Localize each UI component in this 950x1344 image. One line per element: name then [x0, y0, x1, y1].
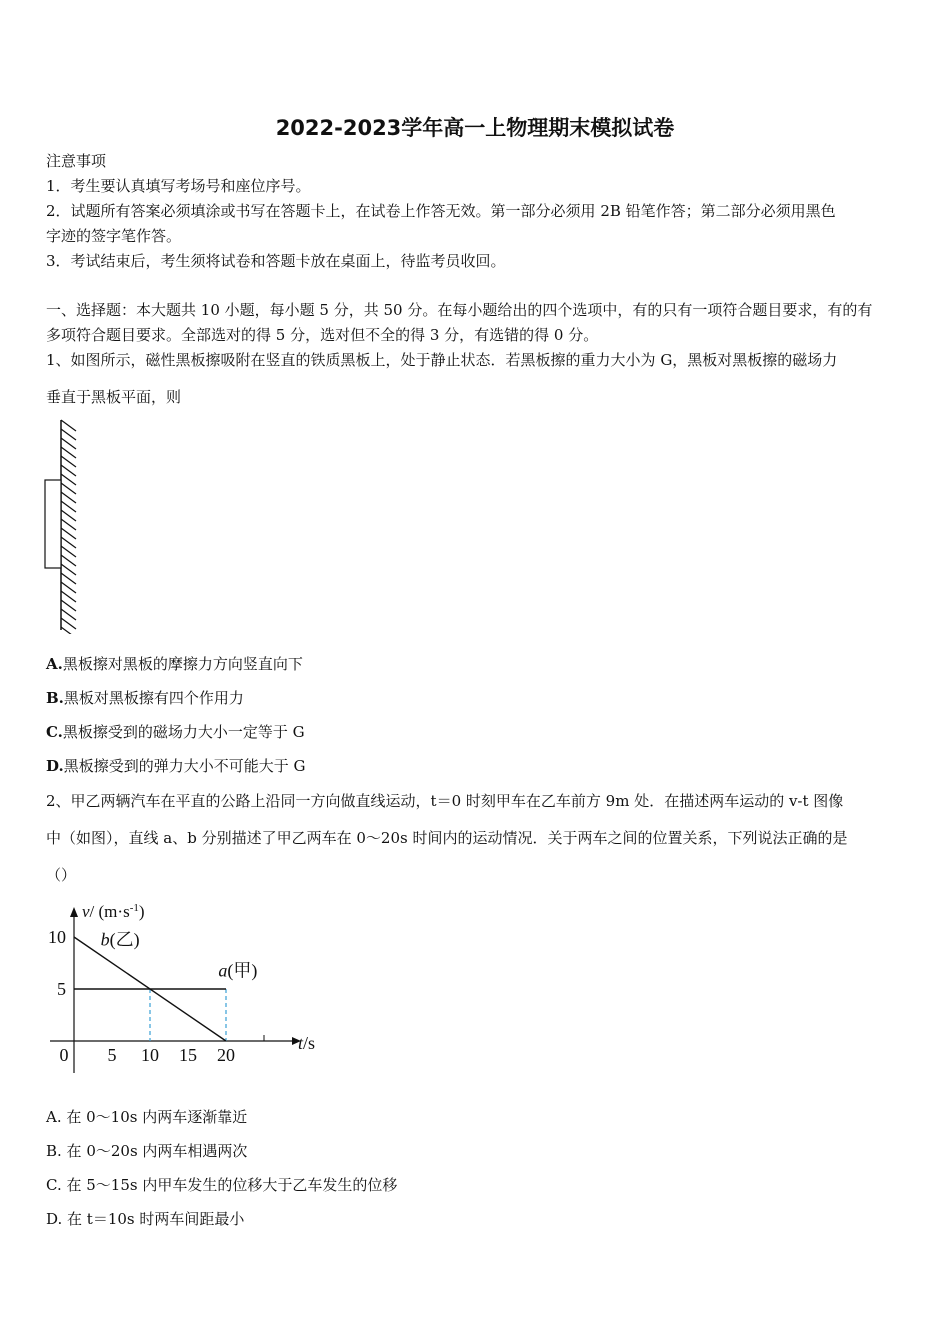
notice-item-3: 3．考试结束后，考生须将试卷和答题卡放在桌面上，待监考员收回。 [46, 252, 506, 270]
wall-hatch-line [61, 600, 76, 611]
wall-hatch-line [61, 483, 76, 494]
q1-stem-2: 垂直于黑板平面，则 [46, 388, 182, 406]
q2-option-d: D. 在 t＝10s 时两车间距最小 [46, 1210, 245, 1228]
wall-hatch-line [61, 420, 76, 431]
q2-option-b: B. 在 0～20s 内两车相遇两次 [46, 1142, 248, 1160]
wall-hatch-line [61, 582, 76, 593]
notice-item-2: 2．试题所有答案必须填涂或书写在答题卡上，在试卷上作答无效。第一部分必须用 2B 铅笔作答；第二部分必须用黑色 [46, 202, 836, 220]
wall-hatch-line [61, 519, 76, 530]
wall-hatch-line [61, 618, 76, 629]
series-label-a: a(甲) [218, 960, 258, 981]
x-tick-label: 0 [59, 1045, 69, 1065]
y-tick-label: 10 [48, 927, 66, 947]
wall-hatch-line [61, 528, 76, 539]
notice-item-2-cont: 字迹的签字笔作答。 [46, 227, 182, 245]
wall-hatch-line [61, 510, 76, 521]
y-axis-arrow [70, 907, 78, 917]
wall-hatch-line [61, 447, 76, 458]
x-tick-label: 10 [141, 1045, 159, 1065]
page-title: 2022-2023学年高一上物理期末模拟试卷 [275, 116, 675, 140]
wall-hatch-line [61, 546, 76, 557]
wall-hatch-line [61, 537, 76, 548]
eraser-shape [45, 480, 61, 568]
x-tick-label: 5 [107, 1045, 117, 1065]
x-tick-label: 15 [179, 1045, 197, 1065]
y-axis-label: v/ $(m\cdot s^{-1})$ [82, 902, 145, 921]
wall-hatch-line [61, 591, 76, 602]
wall-hatch-line [61, 501, 76, 512]
section-intro-2: 多项符合题目要求。全部选对的得 5 分，选对但不全的得 3 分，有选错的得 0 分。 [46, 326, 599, 344]
q1-figure [40, 416, 90, 634]
wall-hatch-line [61, 564, 76, 575]
q1-option-b: B.黑板对黑板擦有四个作用力 [46, 689, 244, 707]
q2-stem-2: 中（如图），直线 a、b 分别描述了甲乙两车在 0～20s 时间内的运动情况．关于两车之间的位置关系，下列说法正确的是 [46, 829, 848, 847]
wall-hatch-line [61, 429, 76, 440]
wall-hatch-line [61, 474, 76, 485]
section-intro-1: 一、选择题：本大题共 10 小题，每小题 5 分，共 50 分。在每小题给出的四个选项中，有的只有一项符合题目要求，有的有 [46, 301, 873, 319]
q2-stem-1: 2、甲乙两辆汽车在平直的公路上沿同一方向做直线运动，t＝0 时刻甲车在乙车前方 9m 处．在描述两车运动的 v-t 图像 [46, 792, 844, 810]
q1-option-d: D.黑板擦受到的弹力大小不可能大于 G [46, 757, 306, 775]
notice-item-1: 1．考生要认真填写考场号和座位序号。 [46, 177, 311, 195]
vt-chart [40, 895, 330, 1080]
q2-option-c: C. 在 5～15s 内甲车发生的位移大于乙车发生的位移 [46, 1176, 398, 1194]
wall-hatch-line [61, 456, 76, 467]
q1-option-c: C.黑板擦受到的磁场力大小一定等于 G [46, 723, 305, 741]
wall-hatch-line [61, 555, 76, 566]
q2-stem-3: （） [46, 866, 77, 884]
wall-hatch-line [61, 492, 76, 503]
x-tick-label: 20 [217, 1045, 235, 1065]
q2-option-a: A. 在 0～10s 内两车逐渐靠近 [46, 1108, 248, 1126]
wall-hatch-line [61, 609, 76, 620]
wall-hatch-line [61, 438, 76, 449]
q1-stem-1: 1、如图所示，磁性黑板擦吸附在竖直的铁质黑板上，处于静止状态．若黑板擦的重力大小为 G，黑板对黑板擦的磁场力 [46, 351, 838, 369]
series-label-b: b(乙) [100, 929, 140, 950]
wall-hatch-line [61, 573, 76, 584]
wall-hatch-line [61, 465, 76, 476]
q1-option-a: A.黑板擦对黑板的摩擦力方向竖直向下 [46, 655, 303, 673]
y-tick-label: 5 [57, 979, 66, 999]
notice-heading: 注意事项 [46, 152, 107, 170]
x-axis-label: t/s [298, 1033, 316, 1053]
